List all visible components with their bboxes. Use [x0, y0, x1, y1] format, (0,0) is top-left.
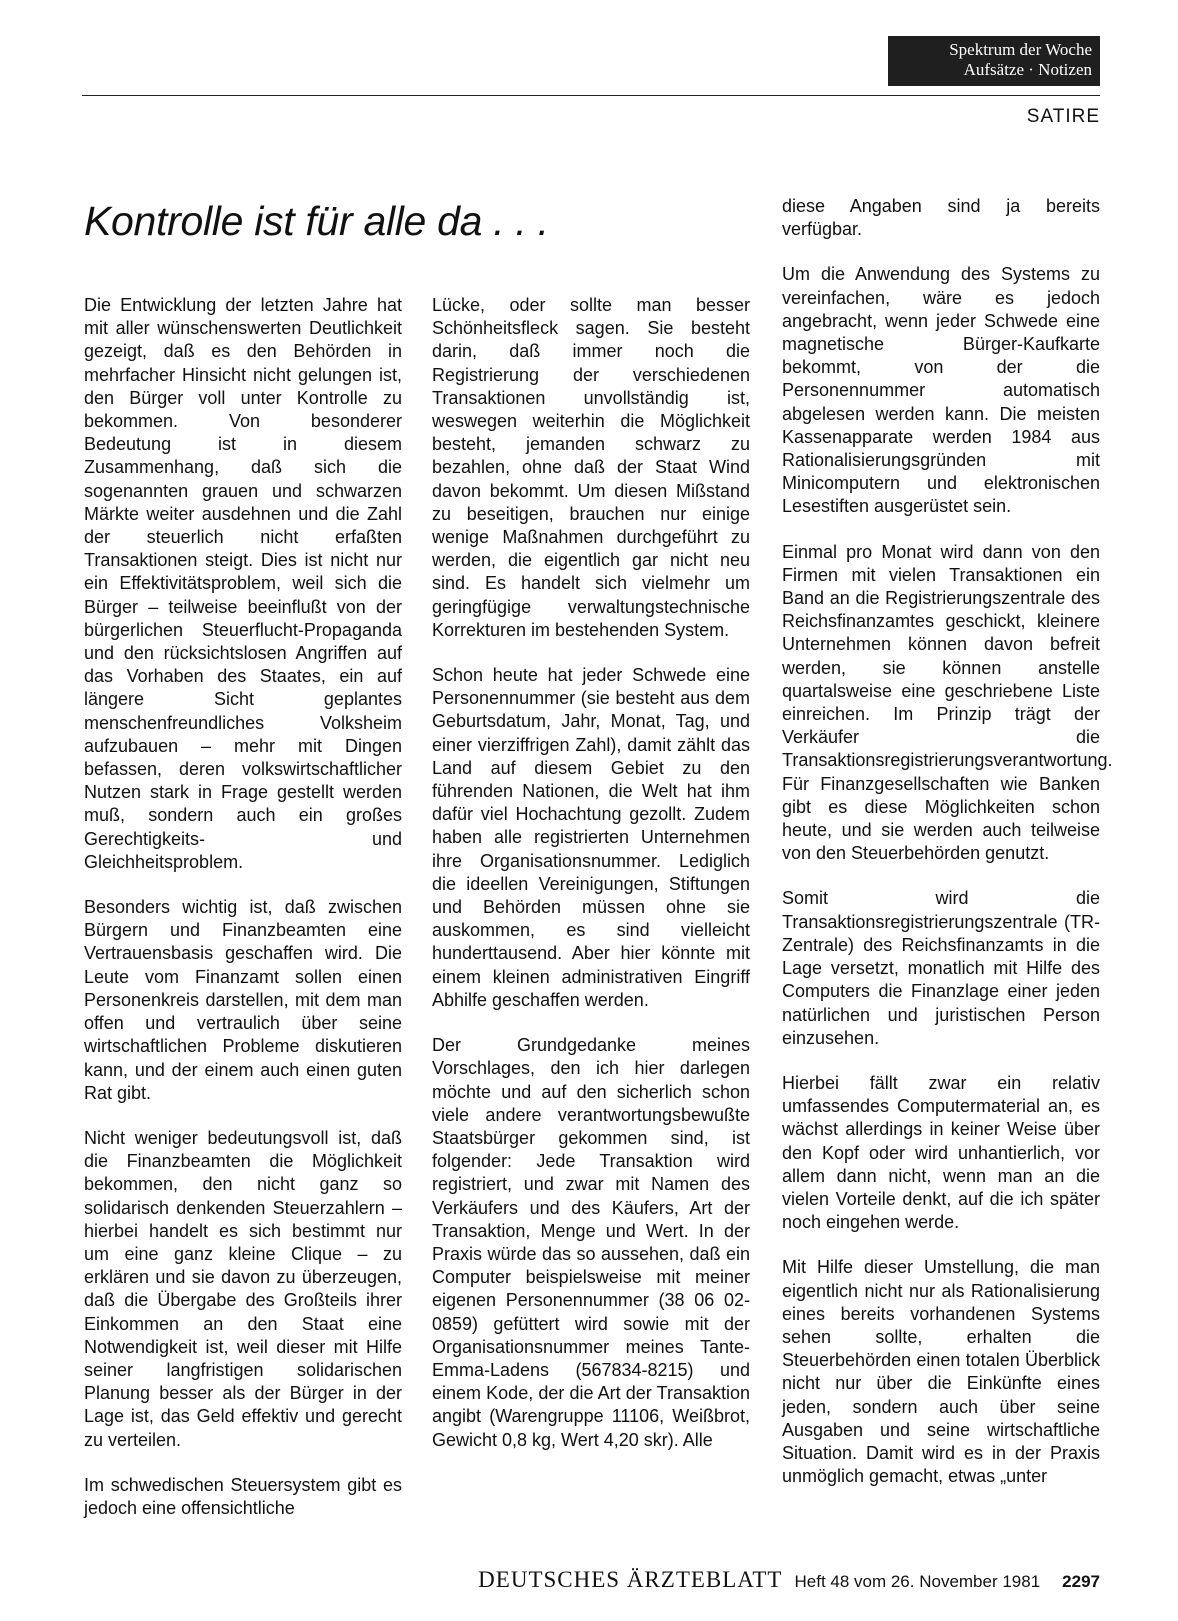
article-title: Kontrolle ist für alle da . . . [84, 198, 549, 244]
page-footer [418, 1567, 1100, 1593]
paragraph: Die Entwicklung der letzten Jahre hat mit aller wünschenswerten Deutlichkeit gezeigt, daß es den Behörden in mehrfacher Hinsicht nicht gelungen ist, den Bürger voll unter Kontrolle zu bekommen. Von besonderer Bedeutung ist in diesem Zusammenhang, daß sich die sogenannten grauen und schwarzen Märkte weiter ausdehnen und die Zahl der steuerlich nicht erfaßten Transaktionen steigt. Dies ist nicht nur ein Effektivitätsproblem, weil sich die Bürger – teilweise beeinflußt von der bürgerlichen Steuerflucht-Propaganda und den rücksichtslosen Angriffen auf das Vorhaben des Staates, ein auf längere Sicht geplantes menschenfreundliches Volksheim aufzubauen – mehr mit Dingen befassen, deren volkswirtschaftlicher Nutzen stark in Frage gestellt werden muß, sondern auch ein großes Gerechtigkeits- und Gleichheitsproblem. [84, 295, 402, 872]
section-label: SATIRE [1026, 106, 1100, 127]
paragraph: Im schwedischen Steuersystem gibt es jedoch eine offensichtliche [84, 1474, 402, 1518]
paragraph: Besonders wichtig ist, daß zwischen Bürgern und Finanzbeamten eine Vertrauensbasis geschaffen wird. Die Leute vom Finanzamt sollen einen Personenkreis darstellen, mit dem man offen und vertraulich über seine wirtschaftlichen Probleme diskutieren kann, und der einem auch einen guten Rat gibt. [84, 897, 402, 1103]
paragraph: Der Grundgedanke meines Vorschlages, den ich hier darlegen möchte und auf den sicherlich schon viele andere verantwortungsbewußte Staatsbürger gekommen sind, ist folgender: Jede Transaktion wird registriert, und zwar mit Namen des Verkäufers und des Käufers, Art der Transaktion, Menge und Wert. In der Praxis würde das so aussehen, daß ein Computer beispielsweise mit meiner eigenen Personennummer (38 06 02-0859) gefüttert wird sowie mit der Organisationsnummer meines Tante-Emma-Ladens (567834-8215) und einem Kode, der die Art der Transaktion angibt (Warengruppe 11106, Weißbrot, Gewicht 0,8 kg, Wert 4,20 skr). Alle [432, 1035, 750, 1450]
paragraph: Mit Hilfe dieser Umstellung, die man eigentlich nicht nur als Rationalisierung eines bereits vorhandenen Systems sehen sollte, erhalten die Steuerbehörden einen totalen Überblick nicht nur über die Einkünfte eines jeden, sondern auch über seine Ausgaben und seine wirtschaftliche Situation. Damit wird es in der Praxis unmöglich gemacht, etwas „unter [782, 1257, 1100, 1487]
paragraph: Schon heute hat jeder Schwede eine Personennummer (sie besteht aus dem Geburtsdatum, Jahr, Monat, Tag, und einer vierziffrigen Zahl), damit zählt das Land auf diesem Gebiet zu den führenden Nationen, die Welt hat ihm dafür viel Hochachtung gezollt. Zudem haben alle registrierten Unternehmen ihre Organisationsnummer. Lediglich die ideellen Vereinigungen, Stiftungen und Behörden müssen ohne sie auskommen, es sind vielleicht hunderttausend. Aber hier könnte mit einem kleinen administrativen Eingriff Abhilfe geschaffen werden. [432, 665, 750, 1010]
badge-line-2: Aufsätze · Notizen [963, 60, 1092, 79]
paragraph: Somit wird die Transaktionsregistrierungszentrale (TR-Zentrale) des Reichsfinanzamts in die Lage versetzt, monatlich mit Hilfe des Computers die Finanzlage einer jeden natürlichen und juristischen Person einzusehen. [782, 888, 1100, 1048]
header-rule [82, 95, 1100, 96]
badge-line-1: Spektrum der Woche [949, 40, 1092, 59]
issue-info: Heft 48 vom 26. November 1981 [794, 1572, 1041, 1591]
paragraph: Um die Anwendung des Systems zu vereinfachen, wäre es jedoch angebracht, wenn jeder Schwede eine magnetische Bürger-Kaufkarte bekommt, von der die Personennummer automatisch abgelesen werden kann. Die meisten Kassenapparate werden 1984 aus Rationalisierungsgründen mit Minicomputern und elektronischen Lesestiften ausgerüstet sein. [782, 264, 1100, 517]
article-column-1 [84, 294, 402, 1520]
paragraph: Lücke, oder sollte man besser Schönheitsfleck sagen. Sie besteht darin, daß immer noch die Registrierung der verschiedenen Transaktionen unvollständig ist, weswegen weiterhin die Möglichkeit besteht, jemanden schwarz zu bezahlen, ohne daß der Staat Wind davon bekommt. Um diesen Mißstand zu beseitigen, brauchen nur einige wenige Maßnahmen durchgeführt zu werden, die eigentlich gar nicht neu sind. Es handelt sich vielmehr um geringfügige verwaltungstechnische Korrekturen im bestehenden System. [432, 295, 750, 640]
article-column-3 [782, 195, 1113, 1488]
journal-name: DEUTSCHES ÄRZTEBLATT [478, 1567, 783, 1592]
paragraph: Hierbei fällt zwar ein relativ umfassendes Computermaterial an, es wächst allerdings in keiner Weise über den Kopf oder wird unhantierlich, vor allem dann nicht, wenn man an die vielen Vorteile denkt, auf die ich später noch eingehen werde. [782, 1072, 1100, 1233]
paragraph: diese Angaben sind ja bereits verfügbar. [782, 196, 1100, 240]
article-column-2 [432, 294, 750, 1452]
page-number: 2297 [1062, 1572, 1100, 1591]
paragraph: Einmal pro Monat wird dann von den Firmen mit vielen Transaktionen ein Band an die Registrierungszentrale des Reichsfinanzamtes geschickt, kleinere Unternehmen können davon befreit werden, sie können anstelle quartalsweise eine geschriebene Liste einreichen. Im Prinzip trägt der Verkäufer die Transaktionsregistrierungsverantwortung. Für Finanzgesellschaften wie Banken gibt es diese Möglichkeiten schon heute, und sie werden auch teilweise von den Steuerbehörden genutzt. [782, 541, 1113, 864]
paragraph: Nicht weniger bedeutungsvoll ist, daß die Finanzbeamten die Möglichkeit bekommen, den nicht ganz so solidarisch denkenden Steuerzahlern – hierbei handelt es sich bestimmt nur um eine ganz kleine Clique – zu erklären und sie davon zu überzeugen, daß die Übergabe des Großteils ihrer Einkommen an den Staat eine Notwendigkeit ist, weil dieser mit Hilfe seiner langfristigen solidarischen Planung besser als der Bürger in der Lage ist, das Geld effektiv und gerecht zu verteilen. [84, 1127, 402, 1450]
section-badge [888, 36, 1100, 86]
